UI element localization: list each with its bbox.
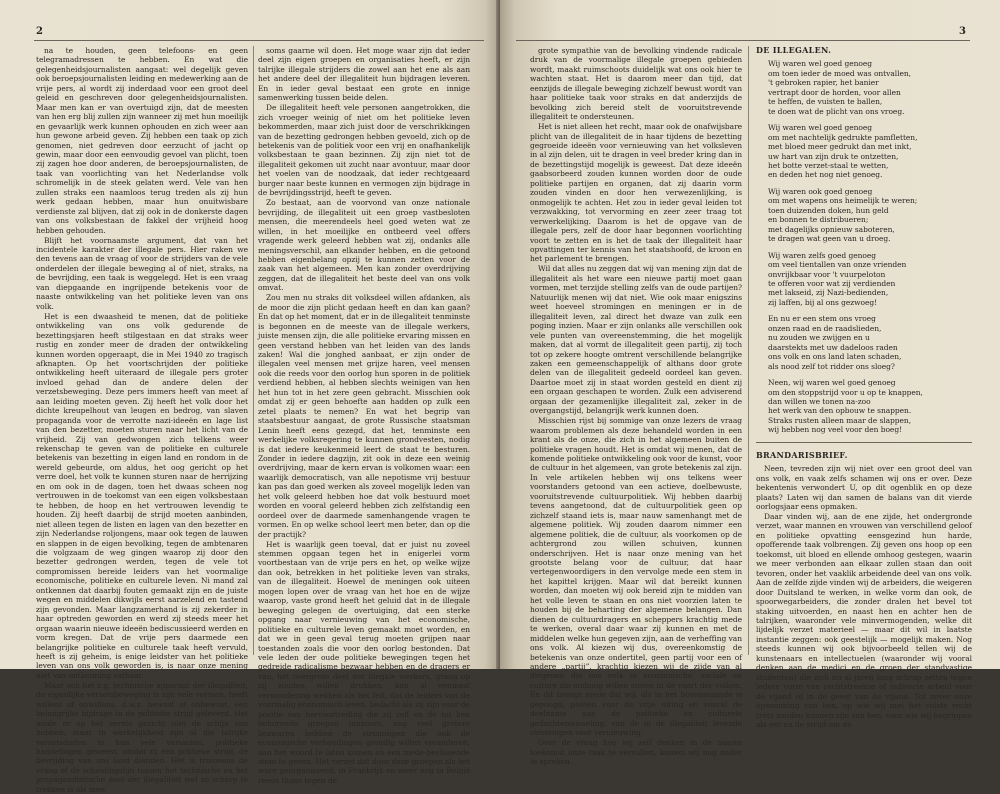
paragraph: Wil dat alles nu zeggen dat wij van mening zijn dat de illegaliteit als het ware een nieuwe partij moet gaan vormen, met terzijde stelling zelfs van de oude partijen? Natuurlijk menen wij dat niet. Wie ook maar enigszins weet hoeveel stromingen en meningen er in de illegaliteit leven, zal direct het dwaze van zulk een poging inzien. Maar er zijn onlanks alle verschillen ook vele punten van overeenstemming, die het mogelijk maken, dat al vormt de illegaliteit geen partij, zij toch tot op zekere hoogte omtrent verschillende belangrijke zaken een gemeenschappelijk of althans door grote delen van de illegaliteit gedeeld oordeel kan geven. Daartoe moet zij in staat worden gesteld en dient zij een orgaan geschapen te worden. Zulk een adviserend orgaan der gezamenlijke illegaliteit zal, zeker in de overgangstijd, belangrijk werk kunnen doen. — [530, 264, 742, 416]
paragraph: Zo bestaat, aan de voorvond van onze nationale bevrijding, de illegaliteit uit een groep vastbesloten mensen, die meerendeels heel goed weten wat ze willen, in het moeilijke en ontbeerd veel offers vragende werk geleerd hebben wat zij, ondanks alle meningsverschil, aan elkander hebben, en die getoond hebben eigenbelang opzij te kunnen zetten voor de zaak van het algemeen. Men kan zonder overdrijving zeggen, dat de illegaliteit het beste deel van ons volk omvat. — [258, 198, 470, 293]
paragraph: Daar vinden wij, aan de ene zijde, het ondergronde verzet, waar mannen en vrouwen van verschillend geloof en politieke opvatting eensgezind hun harde, opofferende taak volbrengen. Zij geven ons hoop op een toekomst, uit bloed en ellende omhoog gestegen, waarin we meer verbonden aan elkaar zullen staan dan ooit tevoren, onder het vaaklik arbeidende deel van ons volk. Aan de zelfde zijde vinden wij de arbeiders, die weigeren door Duitsland te werken, in welke vorm dan ook, de spoorwegarbeiders, die zonder dralen het bevel tot staking uitvoerden, en naast hen en achter hen de talrijken, waaronder vele minvermogenden, welke dit lijdelijk verzet materieel — maar dit wil in laatste instantie zeggen: ook geestelijk — mogelijk maken. Nog steeds kunnen wij ook bijvoorbeeld tellen wij de kunstenaars en intellectuelen (waaronder wij vooral denken aan de medici en de groep der standvastige studenten) die zich nu al jaren lang schrap zetten tegen iedere vorm van rechtstreekse of indirecte arbeid voor de vijand of in de geest van de vijand. Tot zover onze opsomming van hen, op wie wij met het volste recht trots zouden kunnen zijn van hen, voor wie wij begrippen als eer en de strijd om de — [756, 511, 972, 729]
poem — [768, 59, 972, 434]
poem-line: nu zouden we zwijgen en u — [768, 333, 870, 343]
article-column-1 — [36, 46, 248, 794]
poem-line: wij hebben nog veel voor den boeg! — [768, 425, 903, 435]
poem-line: met lakseid, zij Nazi-bedienden, — [768, 288, 889, 298]
paragraph: na te houden, geen telefoons- en geen telegramadressen te hebben. En wat die gelegenheidsjournalisten aangaat: wel degelijk geven ook beroepsjournalisten leiding en medewerking aan de vrije pers, al wordt zij inderdaad voor een groot deel geleid en geschreven door gelegenheidsjournalisten. Maar men kan er van overtuigd zijn, dat de meesten van hen erg blij zullen zijn wanneer zij met hun moeilijk en gevaarlijk werk kunnen ophouden en zich weer aan hun gewone arbeid geven. Zij hebben een taak op zich genomen, niet gedreven door eerzucht of jacht op gewin, maar door een eenvoudig gevoel van plicht, toen zij zagen hoe door anderen, de beroepsjournalisten, de taak van voorlichting van het Nederlandse volk schromelijk in de steek gelaten werd. Vele van hen zullen straks een naamloos terug treden als zij hun werk gedaan hebben, maar hun onuitwisbare verdienste zal blijven, dat zij ook in de donkerste dagen van ons volksbestaan de fakkel der vrijheid hoog hebben gehouden. — [36, 46, 248, 235]
article-column-3 — [530, 46, 742, 766]
poem-line: te dragen wat geen van u droeg. — [768, 234, 891, 244]
article-column-4 — [756, 45, 972, 729]
poem-stanza — [768, 123, 972, 180]
poem-line: het werk van den opbouw te snappen. — [768, 406, 912, 416]
poem-line: te offeren voor wat zij verdienden — [768, 278, 896, 288]
poem-line: Wij waren wel goed genoeg — [768, 123, 872, 133]
page-number-right: 3 — [959, 26, 966, 37]
poem-stanza — [768, 251, 972, 308]
poem-line: te doen wat de plicht van ons vroeg. — [768, 106, 905, 116]
poem-title: DE ILLEGALEN. — [756, 45, 832, 55]
poem-line: om den stoppstrijd voor u op te knappen, — [768, 387, 923, 397]
poem-line: 't gebroken rapier, het banier — [768, 78, 879, 88]
poem-line: om met nachtelijk gedrukte pamfletten, — [768, 132, 918, 142]
poem-line: om toen ieder de moed was ontvallen, — [768, 68, 911, 78]
page-number-left: 2 — [36, 26, 43, 37]
right-page — [500, 0, 1000, 766]
poem-line: Wij waren ook goed genoeg — [768, 186, 873, 196]
poem-stanza — [768, 378, 972, 435]
poem-line: te heffen, de vuisten te ballen, — [768, 97, 883, 107]
column-divider — [748, 46, 749, 655]
paragraph: De illegaliteit heeft vele personen aangetrokken, die zich vroeger weinig of niet om het politieke leven bekommerden, maar zich juist door de verschrikkingen van de bezetting gedrongen hebben gevoeld, zich op de betekenis van de politiek voor een vrij en onafhankelijk volksbestaan te gaan bezinnen. Zij zijn niet tot de illegaliteit gekomen uit zucht naar avontuur, maar door het voelen van de noodzaak, dat ieder rechtgeaard burger naar beste kunnen en vermogen zijn bijdrage in de bevrijdingsstrijd, heeft te geven. — [258, 103, 470, 198]
paragraph: Zou men nu straks dit volksdeel willen afdanken, als de moor die zijn plicht gedaan heeft en dan kan gaan? En dat op het moment, dat er in de illegaliteit tenminste is begonnen en de meeste van de illegale werkers, juiste mensen zijn, die alle politieke ervaring missen en geen verstand hebben van het leiden van des lands zaken! Wal die jonghed aanbaat, er zijn onder de illegalen veel mensen met grijze haren, veel mensen ook die reeds voor den oorlog hun sporen in de politiek verdiend hebben, al hebben slechts weinigen van hen het hun tot in het zere geen gebracht. Misschien ook omdat zij er geen behoefte aan hadden op zulk een zetel plaats te nemen? En wat het begrip van staatsbestuur aangaat, de grote Russische staatsman Lenin heeft eens gezegd, dat het, tenminste een werkelijke volksregering te kunnen grondvesten, nodig is dat iedere keukenmeid leert de staat te besturen. Zonder in iedere dagzijn, zit ook in deze een weinig overdrijving, maar de kern ervan is volkomen waar: een waarlijk democratisch, van alle nepotisme vrij bestuur kan pas dan goed werken als zoveel mogelijk leden van het volk geleerd hebben hoe dat volk bestuurd moet worden en vooral geleerd hebben zich zelfstandig een oordeel over de daarmede samenhangende vragen te vormen. En op welke school leert men beter, dan op die der practijk? — [258, 293, 470, 539]
poem-line: en bonnen te distribueren; — [768, 215, 869, 225]
poem-line: En nu er een stem ons vroeg — [768, 314, 876, 324]
paragraph: Neen, tevreden zijn wij niet over een groot deel van ons volk, en vaak zelfs schamen wij ons er over. Deze bekentenis verwondert U, op dit ogenblik en op deze plaats? Laten wij dan samen de balans van dit vierde oorlogsjaar eens opmaken. — [756, 464, 972, 512]
paragraph: Het is niet alleen het recht, maar ook de onafwijsbare plicht van de illegaliteit de in haar tijdens de bezetting gegroeide ideeën voor vernieuwing van het volksleven in al zijn delen, uit te dragen in veel breder kring dan in de bezettingstijd mogelijk is geweest. Dat deze ideeën gaabsorbeerd zouden kunnen worden door de oude politieke partijen en organen, dat zij daarin vorm zouden vinden en door hen verwezenlijking, is onmogelijk te achten. Het zou in ieder geval leiden tot verzwakking, tot vervorming en zeer zeer traag tot verwerkelijking. Daarom is het de opgave van de illegale pers, zelf de door haar begonnen voorlichting voort te zetten en is het de taak der illegaliteit haar opvattingen ter kennis van het staatshoofd, de kroon en het parlement te brengen. — [530, 122, 742, 264]
poem-line: daarstekts met uw dadeloos raden — [768, 342, 898, 352]
header-rule-right — [516, 40, 970, 41]
column-divider — [253, 46, 254, 655]
poem-line: uw hart van zijn druk te ontzetten, — [768, 151, 899, 161]
article-title: BRANDARISBRIEF. — [756, 449, 848, 460]
paragraph: Blijft het voornaamste argument, dat van het incidentele karakter der illegale pers. Hier raken we den tevens aan de vraag of voor de strijders van de vele onderdelen der illegale beweging al of niet, straks, na de bevrijding, een taak is weggelegd. Het is een vraag van diepgaande en ingrijpende betekenis voor de naaste ontwikkeling van het politieke leven van ons volk. — [36, 235, 248, 311]
poem-line: dan willen we tonen na-zoo — [768, 396, 871, 406]
header-rule-left — [34, 40, 484, 41]
paragraph: soms gaarne wil doen. Het moge waar zijn dat ieder deel zijn eigen groepen en organisaties heeft, er zijn talrijke illegale strijders die zowel aan het ene als aan het andere deel der illegaliteit hun bijdragen leveren. En in ieder geval bestaat een grote en innige samenwerking tussen beide delen. — [258, 46, 470, 103]
poem-line: Wij waren wel goed genoeg — [768, 59, 872, 69]
poem-line: Wij waren zelfs goed genoeg — [768, 250, 877, 260]
poem-line: het botte verzet-staal te wetten, — [768, 160, 889, 170]
paragraph: Misschien rijst bij sommige van onze lezers de vraag waarom problemen als deze behandeld worden in een krant als de onze, die zich in het algemeen buiten de politieke vragen houdt. Het is omdat wij menen, dat de komende politieke ontwikkeling ook voor de kunst, voor de cultuur in het algemeen, van grote betekenis zal zijn. In vele artikelen hebben wij ons telkens weer voorstanders getoond van een actieve, doelbewuste, vooruitstrevende cultuurpolitiek. Wij hebben daarbij tevens aangetoond, dat de cultuurpolitiek geen op zichzelf staand iets is, maar nauw samenhangt met de algemene politiek. Wij zouden daarom nimmer een algemene politiek, die de cultuur, als voorkomen op de achtergrond zou willen schuiven, kunnen onderschrijven. Het is naar onze mening van het grootste belang voor de cultuur, dat haar vertegenwoordigers in den vervolge mede een stem in het kapittel krijgen. Maar wil dat bereikt kunnen worden, dan moeten wij ook bereid zijn te midden van het volle leven te staan en ons niet voorzien laten te houden bij de beharting der algemene belangen. Dan dienen de cultuurdragers en scheppers krachtig mede te werken, overal daar waar zij kunnen en met de middelen welke hun gegeven zijn, aan de verheffing van ons volk. Al kiezen wij dus, overeenkomstig de betekenis van onze ondertitel, geen partij voor een of andere „partij”, krachtig kiezen wij de zijde van al diegenen die ons volk in economische, sociale en culture zin omhoog willen stoten in de vaart der volken. En dit brengt mede dat wij, als in het bovenstaande is gepoogd, pleiten voor de vrije uiting en vooral de deelname aan de politieke en culturele gedachtenwisseling, van de in de illegaliteit levende stromingen voor vernieuwing. — [530, 416, 742, 738]
poem-line: toen duizenden doken, hun geld — [768, 205, 889, 215]
poem-stanza — [768, 59, 972, 116]
section-divider — [756, 442, 972, 443]
poem-line: om met wapens ons heimelijk te weren; — [768, 196, 918, 206]
poem-line: als nood zelf tot ridder ons sloeg? — [768, 361, 895, 371]
poem-line: en deden het nog niet genoeg. — [768, 170, 883, 180]
poem-line: Straks rusten alleen maar de slappen, — [768, 415, 912, 425]
article-column-2 — [258, 46, 470, 785]
poem-line: ons volk en ons land laten schaden, — [768, 352, 902, 362]
poem-line: onzen raad en de raadslieden, — [768, 323, 882, 333]
poem-line: met bloed meer gedrukt dan met inkt, — [768, 142, 912, 152]
poem-stanza — [768, 314, 972, 371]
poem-line: Neen, wij waren wel goed genoeg — [768, 378, 896, 388]
paragraph: grote sympathie van de bevolking vindende radicale druk van de voormalige illegale groepen gebieden wordt, maakt ruimschoots duidelijk wat ons ook hier te wachten staat. Het is daarom meer dan tijd, dat eenzijds de illegale beweging zichzelf bewust wordt van haar politieke taak voor straks en dat anderzijds de bevolking zich bereid stelt de vooruitstrevende illegaliteit te ondersteunen. — [530, 46, 742, 122]
poem-line: met dagelijks opnieuw saboteren, — [768, 224, 895, 234]
paragraph: Maar ook het z.g. technische apparaat der illegaliteit, de eigenlijke verzetsbeweging is zijn vele vormen, heeft willens of onwillens, d.w.z. bewust of onbewust, een belangrijke bijdrage in de politieke strijd geleverd. Het mode er op het eerste gezicht niet de schijn van hebben, maar in werkelijkheid zijn al die talrijke verzetsdaden in hun vele varianten, politieke handelingen geweest, omdat zij een politieke strijd, de bevrijding van ons land dienden. Het is trouwens de vraag of de scheidingslijn tussen het technische en het propagandistische deel der illegaliteit wel zo scherp te trekken is als men — [36, 680, 248, 794]
poem-line: zij laffen, bij al ons gezwoeg! — [768, 297, 878, 307]
poem-stanza — [768, 187, 972, 244]
paragraph: Het is waarlijk geen toeval, dat er juist nu zoveel stemmen opgaan tegen het in enigerlei vorm voortbestaan van de vrije pers en het, op welke wijze dan ook, betrekken in het politieke leven van straks, van de illegaliteit. Hoewel de meningen ook uiteen mogen lopen over de vraag van het hoe en de wijze waarop, vaste grond heeft het geluid dat in de illegale beweging gelegen de overtuiging, dat een sterke opgang naar vernieuwing van het economische, politieke en culturele leven gemaakt moet worden, en dat we in geen geval terug moeten grijpen naar toestanden zoals die voor den oorlog bestonden. Dat vele leden der oude politieke bewegingen tegen het gedreide radicalisme bezwaar hebben en de dragers er van, het overgrote deel der illegale werkers, graag op zij zouden willen drukken, kan al eenmaal verwondering wekken als het feit, dat de leiders van de voormalig economisch leven, bedacht als zij zijn voor de positie van hervoortreding die zij zelf en de tot hen behorende groepen innamen, nog veel grotere bezwaren hebben de stromingen die ook de economische verhoudingen grondig willen veranderen, aan het woord te laten komen en een mede-beslissende stem te geven. Het verzet dat door deze groepen als het ware georganiseerd, in Frankrijk en meer nog in België reeds thans tegen de — [258, 539, 470, 785]
paragraph: Over de vraag hoe wij zelf denken in de naaste toekomst onze taak te vervullen, komen wij nog nader te spreken. — [530, 738, 742, 766]
poem-line: onvrijkbaar voor 't vuurpeloton — [768, 269, 886, 279]
paragraph: Het is een dwaasheid te menen, dat de politieke ontwikkeling van ons volk gedurende de bezettingsjaren heeft stilgestaan en dat straks weer rustig en zonder meer de draden der ontwikkeling kunnen worden opgeraapt, die in Mei 1940 zo tragisch afknapten. Op het voortschrijden der politieke ontwikkeling heeft uiteraard de illegale pers groter invloed gehad dan de andere delen der verzetsbeweging. Deze pers immers heeft van meet af aan leiding moeten geven. Zij heeft het volk door het dichte kreupelhout van leugen en bedrog, van slaven propaganda voor de verrotte nazi-ideeën en lage list van den bezetter, moeten sturen naar het licht van de vrijheid. Zij van gedwongen zich telkens weer rekenschap te geven van de politieke en culturele betekenis van bezetting in eigen land en rondom in de wereld gebeurde, om aldus, het oog gericht op het verre doel, het volk te kunnen sturen naar de herrijzing en om ook in de dagen, toen het dwaas scheen nog vertrouwen in de toekomst van een eigen volksbestaan te hebben, de hoop en het vertrouwen levendig te houden. Zij heeft daarbij de strijd moeten aanbinden, niet alleen tegen de listen en lagen van den bezetter en zijn Nederlandse roljongens, maar ook tegen de lauwen en slappen in de eigen bevolking, tegen de ambtenaren die volgzaam de weg gingen waarop zij door den bezetter gedrongen werden, tegen de vele tot compromissen bereide leiders van het voormalige economische, politieke en culturele leven. Ni mand zal ontkennen dat daarbij fouten gemaakt zijn en de juiste wegen en middelen dikwijls eerst aarzelend en tastend zijn gevonden. Maar langzamerhand is zij zekerder in haar optreden geworden en werd zij steeds meer het orgaan waarin nieuwe ideeën bediscussieerd werden en vorm kregen. Dat de vrije pers daarmede een belangrijke politieke en culturele taak heeft vervuld, heeft is zij geheim, is enige leidster van het politieke leven van ons volk geworden is, is naar onze mening niet van ontkenning vatbaar. — [36, 311, 248, 680]
poem-line: om veel tientallen van onze vrienden — [768, 260, 907, 270]
poem-line: vertrapt door de horden, voor allen — [768, 87, 901, 97]
